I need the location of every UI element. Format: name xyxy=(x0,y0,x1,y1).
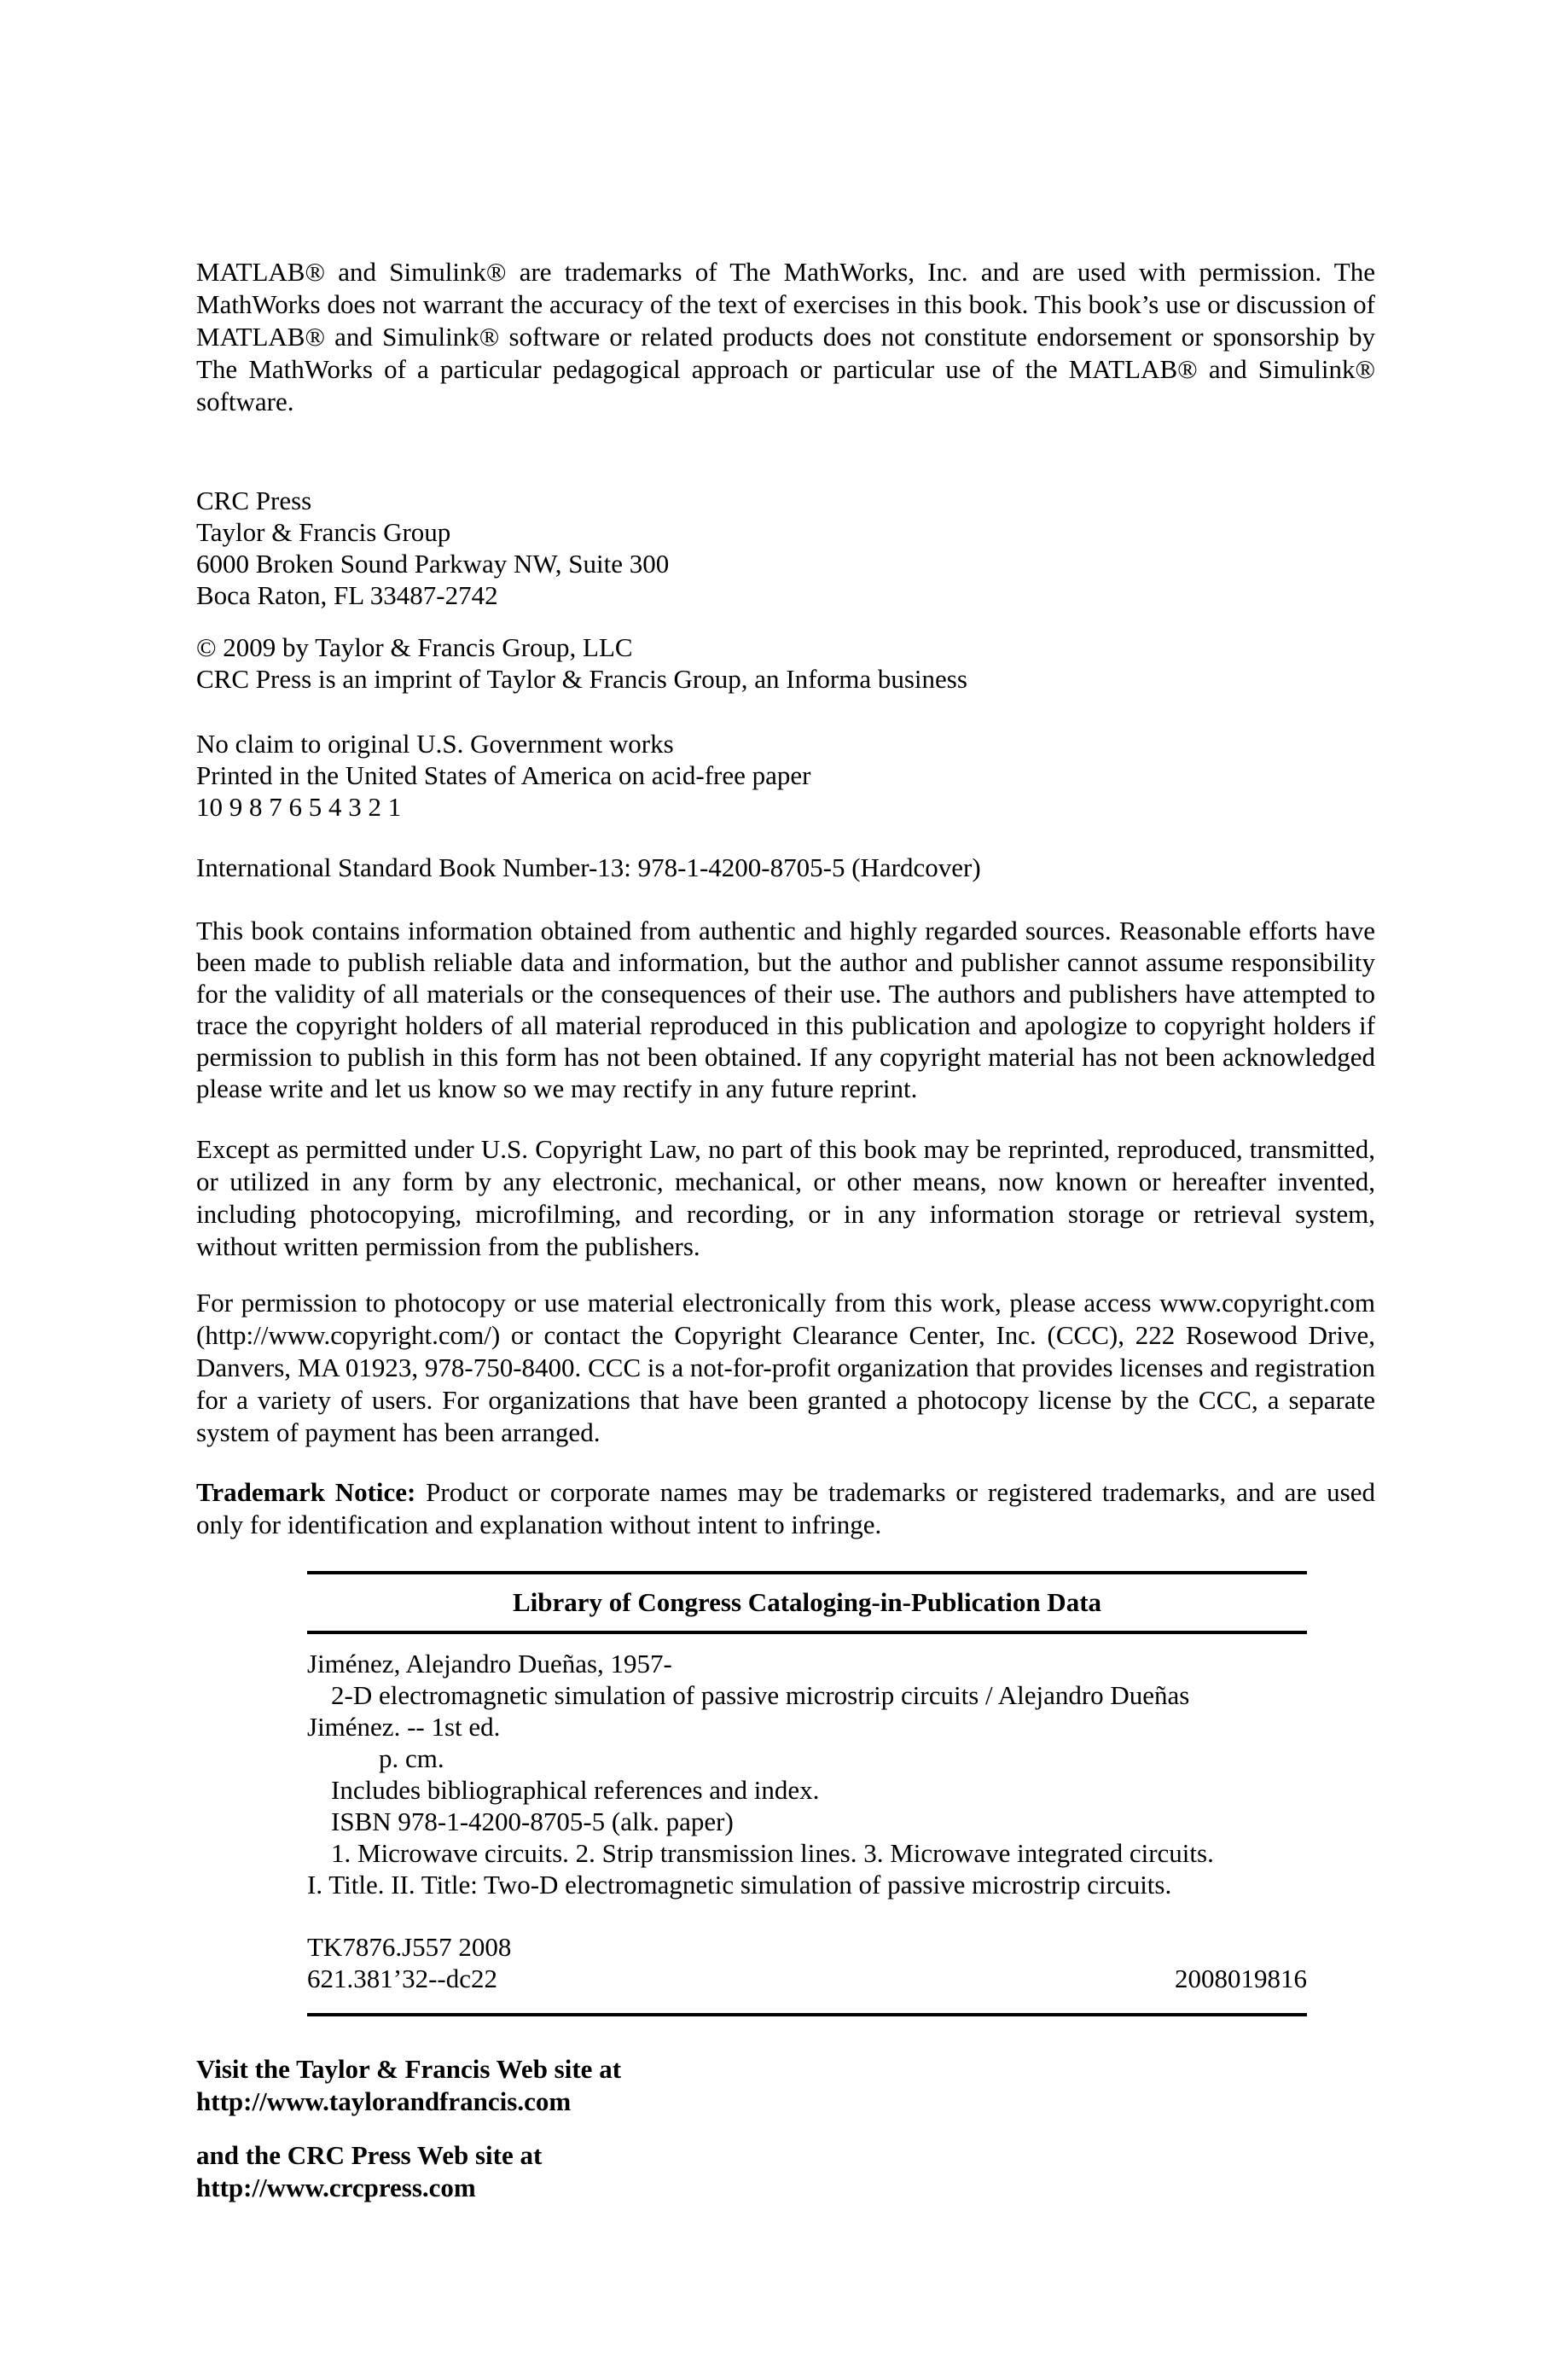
publisher-websites-footer xyxy=(196,2053,1375,2204)
taylor-francis-url: http://www.taylorandfrancis.com xyxy=(196,2086,572,2116)
publisher-city: Boca Raton, FL 33487-2742 xyxy=(196,580,498,610)
trademark-notice-label: Trademark Notice: xyxy=(196,1477,416,1507)
loc-catalog-entries xyxy=(307,1648,1307,1900)
trademark-notice-text: Product or corporate names may be trademarks or registered trademarks, and are used only for identification and explanation without intent to infringe. xyxy=(196,1477,1376,1539)
publisher-group: Taylor & Francis Group xyxy=(196,517,451,547)
loc-entry-subjects: 1. Microwave circuits. 2. Strip transmission lines. 3. Microwave integrated circuits. xyxy=(331,1838,1214,1868)
publisher-name: CRC Press xyxy=(196,486,312,515)
disclaimer-paragraph: This book contains information obtained from authentic and highly regarded sources. Reasonable efforts have been made to publish reliable data and information, but the author and publisher cannot assume responsibility for the validity of all materials or the consequences of their use. The authors and publishers have attempted to trace the copyright holders of all material reproduced in this publication and apologize to copyright holders if permission to publish in this form has not been obtained. If any copyright material has not been acknowledged please write and let us know so we may rectify in any future reprint. xyxy=(196,916,1375,1103)
loc-entry-titles: I. Title. II. Title: Two-D electromagnetic simulation of passive microstrip circuits. xyxy=(307,1870,1172,1900)
loc-entry-edition: Jiménez. -- 1st ed. xyxy=(307,1712,501,1742)
no-claim-line: No claim to original U.S. Government works xyxy=(196,729,674,759)
taylor-francis-site-line: Visit the Taylor & Francis Web site at xyxy=(196,2054,622,2084)
loc-control-number: 2008019816 xyxy=(1175,1964,1307,1993)
trademark-attribution-paragraph: MATLAB® and Simulink® are trademarks of The MathWorks, Inc. and are used with permission. The MathWorks does not warrant the accuracy of the text of exercises in this book. This book’s use or discussion of MATLAB® and Simulink® software or related products does not constitute endorsement or sponsorship by The MathWorks of a particular pedagogical approach or particular use of the MATLAB® and Simulink® software. xyxy=(196,257,1375,416)
claims-block xyxy=(196,728,1375,823)
loc-entry-references: Includes bibliographical references and index. xyxy=(331,1775,820,1805)
loc-dewey-number: 621.381’32--dc22 xyxy=(307,1964,497,1993)
isbn-line: International Standard Book Number-13: 978-1-4200-8705-5 (Hardcover) xyxy=(196,852,981,882)
trademark-notice-paragraph xyxy=(196,1476,1375,1541)
library-of-congress-section xyxy=(307,1571,1307,2016)
printing-numbers: 10 9 8 7 6 5 4 3 2 1 xyxy=(196,792,402,822)
crc-press-site-line: and the CRC Press Web site at xyxy=(196,2140,543,2170)
loc-entry-pcm: p. cm. xyxy=(379,1743,444,1773)
photocopy-permission-paragraph: For permission to photocopy or use material electronically from this work, please access www.copyright.com (http://www.copyright.com/) or contact the Copyright Clearance Center, Inc. (CCC), 222 Rosewood Drive, Danvers, MA 01923, 978-750-8400. CCC is a not-for-profit organization that provides licenses and registration for a variety of users. For organizations that have been granted a photocopy license by the CCC, a separate system of payment has been arranged. xyxy=(196,1288,1375,1447)
imprint-line: CRC Press is an imprint of Taylor & Francis Group, an Informa business xyxy=(196,664,967,694)
copyright-law-paragraph: Except as permitted under U.S. Copyright Law, no part of this book may be reprinted, reproduced, transmitted, or utilized in any form by any electronic, mechanical, or other means, now known or hereafter invented, including photocopying, microfilming, and recording, or in any information storage or retrieval system, without written permission from the publishers. xyxy=(196,1134,1375,1261)
copyright-line: © 2009 by Taylor & Francis Group, LLC xyxy=(196,632,633,662)
loc-entry-title: 2-D electromagnetic simulation of passive microstrip circuits / Alejandro Dueñas xyxy=(331,1680,1190,1710)
publisher-address xyxy=(196,485,1375,611)
loc-call-number-block xyxy=(307,1931,1307,1994)
loc-middle-rule xyxy=(307,1631,1307,1634)
loc-title: Library of Congress Cataloging-in-Publication Data xyxy=(512,1587,1102,1617)
loc-call-number: TK7876.J557 2008 xyxy=(307,1932,512,1962)
copyright-imprint xyxy=(196,631,1375,695)
printed-line: Printed in the United States of America on acid-free paper xyxy=(196,760,811,790)
loc-entry-isbn: ISBN 978-1-4200-8705-5 (alk. paper) xyxy=(331,1807,734,1836)
crc-press-url: http://www.crcpress.com xyxy=(196,2173,476,2202)
publisher-street: 6000 Broken Sound Parkway NW, Suite 300 xyxy=(196,549,670,579)
loc-bottom-rule xyxy=(307,2013,1307,2016)
loc-entry-author: Jiménez, Alejandro Dueñas, 1957- xyxy=(307,1649,672,1679)
